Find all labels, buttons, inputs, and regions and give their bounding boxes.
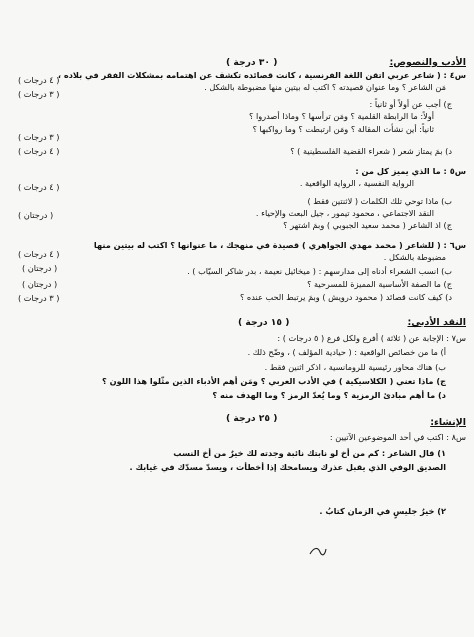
question-6-part-d: د) كيف كانت قصائد ( محمود درويش ) وبمَ يرتبط الحب عنده ؟ — [239, 292, 452, 302]
question-4-text: س٤ : ( شاعر عربي اتقن اللغة الفرنسية ، كانت قصائده تكشف عن اهتمامه بمشكلات الفقر في بلاده ، — [57, 70, 466, 80]
section-heading-criticism: النقد الأدبي: — [407, 317, 466, 328]
question-4-first: أولاً: ما الرابطة القلمية ؟ ومَن ترأسها ؟ وماذا أصدروا ؟ — [249, 111, 434, 121]
section-heading-literature: الأدب والنصوص: — [389, 57, 466, 68]
question-5-terms: النقد الاجتماعي ، محمود تيمور ، جيل البعث والإحياء . — [255, 208, 434, 218]
question-4-part-d: د) بمَ يمتاز شعر ( شعراء القضية الفلسطينية ) ؟ — [290, 146, 452, 156]
question-8-text: س٨ : اكتب في أحد الموضوعين الآتيين : — [329, 432, 466, 442]
question-6-text: س٦ : ( للشاعر ( محمد مهدي الجواهري ) قصيدة في منهجك ، ما عنوانها ؟ اكتب له بيتين منها — [93, 240, 466, 250]
grade-mark-3: ( ٣ درجات ) — [18, 132, 60, 142]
question-8-topic-2: ٢) خيرُ جليسٍ في الزمان كتابُ . — [319, 506, 446, 516]
grade-mark-6: ( درجتان ) — [18, 210, 54, 220]
question-8-topic-1-text: الصديق الوفي الذي يقبل عذرك ويسامحك إذا أخطأت ، ويسدّ مسدّك في غيابك . — [129, 462, 446, 472]
question-4-subtext: مَن الشاعر ؟ وما عنوان قصيدته ؟ اكتب له بيتين منها مضبوطة بالشكل . — [204, 82, 446, 92]
grade-mark-7: ( ٤ درجات ) — [18, 249, 60, 259]
question-4-second: ثانياً: أين نشأت المقالة ؟ ومَن ارتبطت ؟ وما رواكبها ؟ — [252, 124, 434, 134]
question-5-part-c: ج) اذ الشاعر ( محمد سعيد الجبوبي ) وبمَ اشتهر ؟ — [283, 220, 452, 230]
question-6-part-b: ب) انسب الشعراء أدناه إلى مدارسهم : ( ميخائيل نعيمة ، بدر شاكر السيّاب ) . — [187, 266, 452, 276]
question-7-part-c: ج) ماذا تعني ( الكلاسيكية ) في الأدب العربي ؟ ومَن أهم الأدباء الذين مثّلوا هذا اللون ؟ — [102, 376, 446, 386]
section-total-criticism: ( ١٥ درجة ) — [238, 317, 290, 328]
grade-mark-5: ( ٤ درجات ) — [18, 182, 60, 192]
grade-mark-4: ( ٤ درجات ) — [18, 146, 60, 156]
question-8-topic-1: ١) قال الشاعر : كم من أخ لو نابتك نائبة وجدته لك خيرٌ من أخ النسب — [173, 448, 446, 458]
section-total-composition: ( ٢٥ درجة ) — [226, 413, 278, 424]
question-7-part-b: ب) هناك محاور رئيسية للرومانسية ، اذكر اثنين فقط . — [264, 362, 446, 372]
question-5-text: س٥ : ما الذي يميز كل من : — [355, 166, 466, 176]
grade-mark-10: ( ٣ درجات ) — [18, 293, 60, 303]
question-6-subtext: مضبوطة بالشكل . — [383, 252, 446, 262]
grade-mark-1: ( ٤ درجات ) — [18, 75, 60, 85]
question-7-part-a: أ) ما من خصائص الواقعية : ( حيادية المؤلف ) ، وضّح ذلك . — [247, 347, 446, 357]
section-heading-composition: الإنشاء: — [430, 417, 466, 428]
question-5-items: الرواية النفسية ، الرواية الواقعية . — [299, 178, 414, 188]
question-4-part-c: ج) أجب عن أولاً أو ثانياً : — [369, 99, 452, 109]
question-7-text: س٧ : الإجابة عن ( ثلاثة ) أفرع ولكل فرع ( ٥ درجات ) : — [277, 333, 466, 343]
flourish-mark — [308, 545, 328, 557]
grade-mark-9: ( درجتان ) — [22, 279, 58, 289]
grade-mark-2: ( ٣ درجات ) — [18, 89, 60, 99]
question-5-part-b: ب) ماذا توحي تلك الكلمات ( لاثنتين فقط ) — [307, 196, 452, 206]
grade-mark-8: ( درجتان ) — [22, 263, 58, 273]
section-total-literature: ( ٣٠ درجة ) — [226, 57, 278, 68]
question-6-part-c: ج) ما الصفة الأساسية المميزة للمسرحية ؟ — [307, 279, 452, 289]
question-7-part-d: د) ما أهم مبادئ الرمزية ؟ وما يُعدّ الرمز ؟ وما الهدف منه ؟ — [212, 390, 446, 400]
